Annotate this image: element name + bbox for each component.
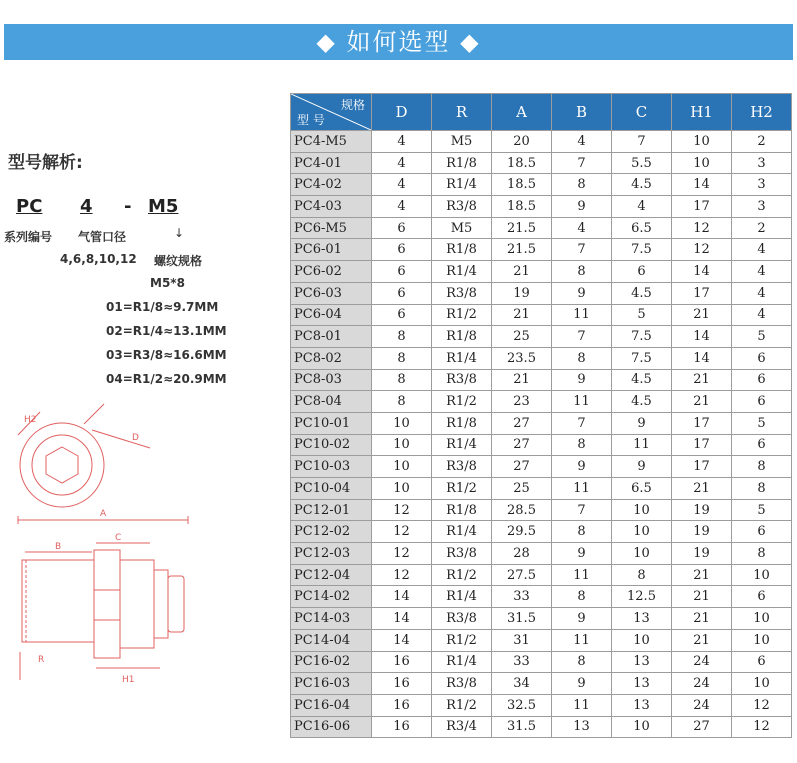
value-cell: 12: [672, 217, 732, 239]
value-cell: 10: [672, 152, 732, 174]
value-cell: 8: [552, 261, 612, 283]
value-cell: 5: [612, 304, 672, 326]
value-cell: 14: [672, 326, 732, 348]
model-cell: PC10-04: [291, 478, 372, 500]
section-banner: ◆ 如何选型 ◆: [4, 24, 793, 60]
table-row: [291, 651, 792, 673]
value-cell: R1/4: [432, 347, 492, 369]
value-cell: 21.5: [492, 217, 552, 239]
value-cell: R3/8: [432, 673, 492, 695]
value-cell: 17: [672, 412, 732, 434]
value-cell: 12: [372, 564, 432, 586]
value-cell: 10: [372, 412, 432, 434]
table-row: [291, 369, 792, 391]
value-cell: 24: [672, 694, 732, 716]
table-row: [291, 326, 792, 348]
value-cell: 19: [672, 521, 732, 543]
value-cell: 24: [672, 673, 732, 695]
tube-sizes: 4,6,8,10,12: [60, 252, 137, 266]
table-row: [291, 499, 792, 521]
model-cell: PC16-04: [291, 694, 372, 716]
value-cell: 10: [612, 716, 672, 738]
table-row: [291, 217, 792, 239]
value-cell: 4.5: [612, 282, 672, 304]
header-d: D: [372, 94, 432, 131]
value-cell: R1/4: [432, 651, 492, 673]
value-cell: 14: [672, 261, 732, 283]
value-cell: 27: [672, 716, 732, 738]
value-cell: 6.5: [612, 478, 672, 500]
model-cell: PC10-02: [291, 434, 372, 456]
value-cell: 18.5: [492, 174, 552, 196]
table-row: [291, 152, 792, 174]
value-cell: 14: [372, 586, 432, 608]
value-cell: 7.5: [612, 326, 672, 348]
value-cell: 12.5: [612, 586, 672, 608]
value-cell: 13: [552, 716, 612, 738]
value-cell: 14: [372, 608, 432, 630]
value-cell: 4: [612, 196, 672, 218]
value-cell: 20: [492, 131, 552, 153]
value-cell: R3/8: [432, 196, 492, 218]
value-cell: 4.5: [612, 174, 672, 196]
value-cell: 3: [732, 174, 792, 196]
thread-03: 03=R3/8≈16.6MM: [106, 348, 227, 362]
table-row: [291, 608, 792, 630]
table-row: [291, 586, 792, 608]
value-cell: 10: [732, 608, 792, 630]
value-cell: 11: [552, 478, 612, 500]
value-cell: 8: [372, 326, 432, 348]
model-cell: PC16-02: [291, 651, 372, 673]
value-cell: 7: [552, 326, 612, 348]
value-cell: 27: [492, 456, 552, 478]
model-cell: PC12-04: [291, 564, 372, 586]
model-cell: PC8-04: [291, 391, 372, 413]
value-cell: 5: [732, 412, 792, 434]
label-series: 系列编号: [4, 230, 53, 244]
value-cell: 8: [732, 456, 792, 478]
spec-table: [290, 93, 792, 738]
value-cell: 6: [732, 521, 792, 543]
value-cell: 12: [372, 543, 432, 565]
value-cell: 6: [372, 217, 432, 239]
value-cell: R1/4: [432, 521, 492, 543]
dim-b: B: [55, 542, 62, 552]
value-cell: 6: [732, 651, 792, 673]
table-row: [291, 478, 792, 500]
value-cell: R1/8: [432, 499, 492, 521]
value-cell: 6: [372, 304, 432, 326]
value-cell: R1/2: [432, 629, 492, 651]
model-cell: PC4-M5: [291, 131, 372, 153]
value-cell: 17: [672, 282, 732, 304]
hex-shape: [46, 447, 78, 483]
value-cell: 21: [672, 391, 732, 413]
value-cell: 13: [612, 651, 672, 673]
value-cell: 8: [552, 347, 612, 369]
model-cell: PC10-03: [291, 456, 372, 478]
value-cell: 10: [612, 521, 672, 543]
corner-top: 规格: [340, 98, 365, 112]
value-cell: 33: [492, 651, 552, 673]
value-cell: 4: [732, 239, 792, 261]
header-b: B: [552, 94, 612, 131]
dim-d: D: [132, 433, 139, 443]
table-row: [291, 716, 792, 738]
value-cell: 6: [732, 391, 792, 413]
outer-circle: [20, 423, 104, 507]
value-cell: 9: [612, 412, 672, 434]
table-row: [291, 564, 792, 586]
arrow-down-icon: ↓: [174, 226, 185, 240]
value-cell: 21: [672, 586, 732, 608]
value-cell: R1/4: [432, 174, 492, 196]
value-cell: 7.5: [612, 239, 672, 261]
value-cell: 19: [672, 543, 732, 565]
value-cell: 14: [672, 174, 732, 196]
value-cell: 11: [552, 694, 612, 716]
value-cell: 9: [612, 456, 672, 478]
value-cell: R3/4: [432, 716, 492, 738]
value-cell: 4: [732, 261, 792, 283]
fitting-drawing: [0, 400, 200, 690]
table-row: [291, 347, 792, 369]
value-cell: 5: [732, 326, 792, 348]
value-cell: 17: [672, 196, 732, 218]
value-cell: 3: [732, 152, 792, 174]
value-cell: 8: [552, 174, 612, 196]
value-cell: 10: [732, 564, 792, 586]
value-cell: 9: [552, 196, 612, 218]
table-row: [291, 543, 792, 565]
code-series: PC: [16, 196, 43, 217]
value-cell: R1/4: [432, 261, 492, 283]
value-cell: M5: [432, 217, 492, 239]
value-cell: 13: [612, 673, 672, 695]
thread-m5: M5*8: [150, 276, 185, 290]
value-cell: 10: [612, 499, 672, 521]
value-cell: R3/8: [432, 369, 492, 391]
value-cell: 4: [372, 152, 432, 174]
value-cell: 23: [492, 391, 552, 413]
value-cell: 16: [372, 673, 432, 695]
table-row: [291, 456, 792, 478]
value-cell: 21: [492, 304, 552, 326]
value-cell: 6: [372, 282, 432, 304]
value-cell: 13: [612, 608, 672, 630]
value-cell: 9: [552, 673, 612, 695]
value-cell: 4: [732, 304, 792, 326]
value-cell: 33: [492, 586, 552, 608]
header-c: C: [612, 94, 672, 131]
value-cell: 21: [672, 608, 732, 630]
table-row: [291, 282, 792, 304]
value-cell: 9: [552, 282, 612, 304]
value-cell: 11: [612, 434, 672, 456]
value-cell: 7: [612, 131, 672, 153]
model-cell: PC12-01: [291, 499, 372, 521]
table-body: [291, 131, 792, 738]
model-cell: PC10-01: [291, 412, 372, 434]
value-cell: 10: [372, 478, 432, 500]
model-cell: PC12-03: [291, 543, 372, 565]
table-row: [291, 131, 792, 153]
value-cell: 10: [612, 543, 672, 565]
value-cell: 8: [612, 564, 672, 586]
value-cell: R1/2: [432, 391, 492, 413]
value-cell: 28.5: [492, 499, 552, 521]
table-row: [291, 521, 792, 543]
value-cell: 6: [732, 347, 792, 369]
value-cell: 4: [372, 196, 432, 218]
value-cell: 27: [492, 412, 552, 434]
model-cell: PC16-03: [291, 673, 372, 695]
header-r: R: [432, 94, 492, 131]
value-cell: 21: [672, 369, 732, 391]
value-cell: 31.5: [492, 716, 552, 738]
model-cell: PC14-04: [291, 629, 372, 651]
value-cell: 4: [552, 131, 612, 153]
dim-h2: H2: [24, 415, 37, 425]
value-cell: 10: [372, 456, 432, 478]
value-cell: 29.5: [492, 521, 552, 543]
value-cell: 8: [372, 369, 432, 391]
value-cell: 8: [552, 586, 612, 608]
value-cell: 17: [672, 434, 732, 456]
value-cell: 6: [372, 239, 432, 261]
model-cell: PC4-03: [291, 196, 372, 218]
model-cell: PC6-01: [291, 239, 372, 261]
dim-h1: H1: [122, 675, 135, 685]
value-cell: R1/2: [432, 304, 492, 326]
value-cell: 31: [492, 629, 552, 651]
value-cell: 7: [552, 499, 612, 521]
table-row: [291, 434, 792, 456]
value-cell: 27.5: [492, 564, 552, 586]
value-cell: 8: [732, 543, 792, 565]
table-row: [291, 304, 792, 326]
value-cell: 8: [552, 434, 612, 456]
value-cell: 6: [732, 586, 792, 608]
value-cell: 17: [672, 456, 732, 478]
value-cell: R1/4: [432, 434, 492, 456]
model-cell: PC8-03: [291, 369, 372, 391]
value-cell: 4: [372, 174, 432, 196]
value-cell: R1/2: [432, 694, 492, 716]
value-cell: R1/2: [432, 564, 492, 586]
table-row: [291, 694, 792, 716]
model-cell: PC14-02: [291, 586, 372, 608]
value-cell: 6: [372, 261, 432, 283]
value-cell: 11: [552, 304, 612, 326]
value-cell: 7.5: [612, 347, 672, 369]
value-cell: 7: [552, 412, 612, 434]
label-tube: 气管口径: [78, 230, 127, 244]
value-cell: 12: [732, 716, 792, 738]
value-cell: 3: [732, 196, 792, 218]
model-cell: PC8-02: [291, 347, 372, 369]
value-cell: 25: [492, 478, 552, 500]
value-cell: 6: [732, 369, 792, 391]
header-h2: H2: [732, 94, 792, 131]
value-cell: 12: [372, 499, 432, 521]
value-cell: 8: [552, 521, 612, 543]
value-cell: 14: [672, 347, 732, 369]
value-cell: 19: [492, 282, 552, 304]
value-cell: 21: [492, 261, 552, 283]
code-thread: M5: [148, 196, 179, 217]
dim-c: C: [115, 533, 122, 543]
value-cell: 27: [492, 434, 552, 456]
table-row: [291, 412, 792, 434]
value-cell: 2: [732, 131, 792, 153]
header-h1: H1: [672, 94, 732, 131]
value-cell: 28: [492, 543, 552, 565]
value-cell: R3/8: [432, 456, 492, 478]
table-row: [291, 629, 792, 651]
corner-cell: [291, 94, 372, 131]
code-diameter: 4: [80, 196, 93, 217]
value-cell: 9: [552, 608, 612, 630]
label-thread: 螺纹规格: [154, 254, 203, 268]
value-cell: 21: [672, 478, 732, 500]
value-cell: 5.5: [612, 152, 672, 174]
value-cell: 9: [552, 543, 612, 565]
value-cell: 10: [612, 629, 672, 651]
table-header-row: [291, 94, 792, 131]
value-cell: 16: [372, 694, 432, 716]
value-cell: 18.5: [492, 196, 552, 218]
model-cell: PC14-03: [291, 608, 372, 630]
value-cell: 21: [672, 304, 732, 326]
model-cell: PC6-M5: [291, 217, 372, 239]
dim-a: A: [100, 509, 107, 519]
value-cell: 8: [732, 478, 792, 500]
value-cell: 34: [492, 673, 552, 695]
table-row: [291, 391, 792, 413]
value-cell: 6.5: [612, 217, 672, 239]
value-cell: R1/8: [432, 412, 492, 434]
value-cell: 10: [372, 434, 432, 456]
value-cell: 18.5: [492, 152, 552, 174]
value-cell: 6: [732, 434, 792, 456]
value-cell: 13: [612, 694, 672, 716]
value-cell: R1/8: [432, 239, 492, 261]
value-cell: 10: [672, 131, 732, 153]
value-cell: 6: [612, 261, 672, 283]
value-cell: 12: [372, 521, 432, 543]
code-dash: -: [124, 196, 132, 217]
value-cell: 19: [672, 499, 732, 521]
value-cell: 7: [552, 239, 612, 261]
inner-circle: [32, 435, 92, 495]
value-cell: 5: [732, 499, 792, 521]
value-cell: R1/8: [432, 326, 492, 348]
value-cell: 9: [552, 456, 612, 478]
value-cell: R1/4: [432, 586, 492, 608]
thread-02: 02=R1/4≈13.1MM: [106, 324, 227, 338]
table-row: [291, 196, 792, 218]
value-cell: 16: [372, 651, 432, 673]
value-cell: 4.5: [612, 369, 672, 391]
value-cell: 11: [552, 391, 612, 413]
value-cell: R3/8: [432, 608, 492, 630]
table-row: [291, 673, 792, 695]
model-cell: PC6-03: [291, 282, 372, 304]
thread-01: 01=R1/8≈9.7MM: [106, 300, 219, 314]
value-cell: 10: [732, 629, 792, 651]
value-cell: 4: [552, 217, 612, 239]
value-cell: 4: [732, 282, 792, 304]
value-cell: 23.5: [492, 347, 552, 369]
value-cell: 8: [372, 391, 432, 413]
value-cell: 24: [672, 651, 732, 673]
value-cell: 12: [672, 239, 732, 261]
value-cell: 10: [732, 673, 792, 695]
value-cell: 31.5: [492, 608, 552, 630]
value-cell: 4: [372, 131, 432, 153]
value-cell: R1/2: [432, 478, 492, 500]
table-row: [291, 239, 792, 261]
value-cell: 11: [552, 564, 612, 586]
model-cell: PC6-04: [291, 304, 372, 326]
value-cell: R1/8: [432, 152, 492, 174]
model-cell: PC16-06: [291, 716, 372, 738]
table-row: [291, 174, 792, 196]
value-cell: 21.5: [492, 239, 552, 261]
dim-r: R: [38, 655, 45, 665]
model-cell: PC6-02: [291, 261, 372, 283]
header-a: A: [492, 94, 552, 131]
value-cell: 16: [372, 716, 432, 738]
value-cell: 2: [732, 217, 792, 239]
value-cell: 14: [372, 629, 432, 651]
thread-04: 04=R1/2≈20.9MM: [106, 372, 227, 386]
value-cell: 25: [492, 326, 552, 348]
model-cell: PC4-02: [291, 174, 372, 196]
value-cell: 12: [732, 694, 792, 716]
value-cell: R3/8: [432, 282, 492, 304]
model-cell: PC12-02: [291, 521, 372, 543]
value-cell: M5: [432, 131, 492, 153]
value-cell: R3/8: [432, 543, 492, 565]
table-row: [291, 261, 792, 283]
value-cell: 21: [492, 369, 552, 391]
model-cell: PC4-01: [291, 152, 372, 174]
value-cell: 8: [552, 651, 612, 673]
value-cell: 21: [672, 564, 732, 586]
value-cell: 4.5: [612, 391, 672, 413]
value-cell: 21: [672, 629, 732, 651]
corner-bottom: 型 号: [297, 113, 325, 127]
legend-title: 型号解析:: [8, 153, 83, 173]
value-cell: 9: [552, 369, 612, 391]
model-cell: PC8-01: [291, 326, 372, 348]
value-cell: 8: [372, 347, 432, 369]
value-cell: 7: [552, 152, 612, 174]
value-cell: 32.5: [492, 694, 552, 716]
value-cell: 11: [552, 629, 612, 651]
